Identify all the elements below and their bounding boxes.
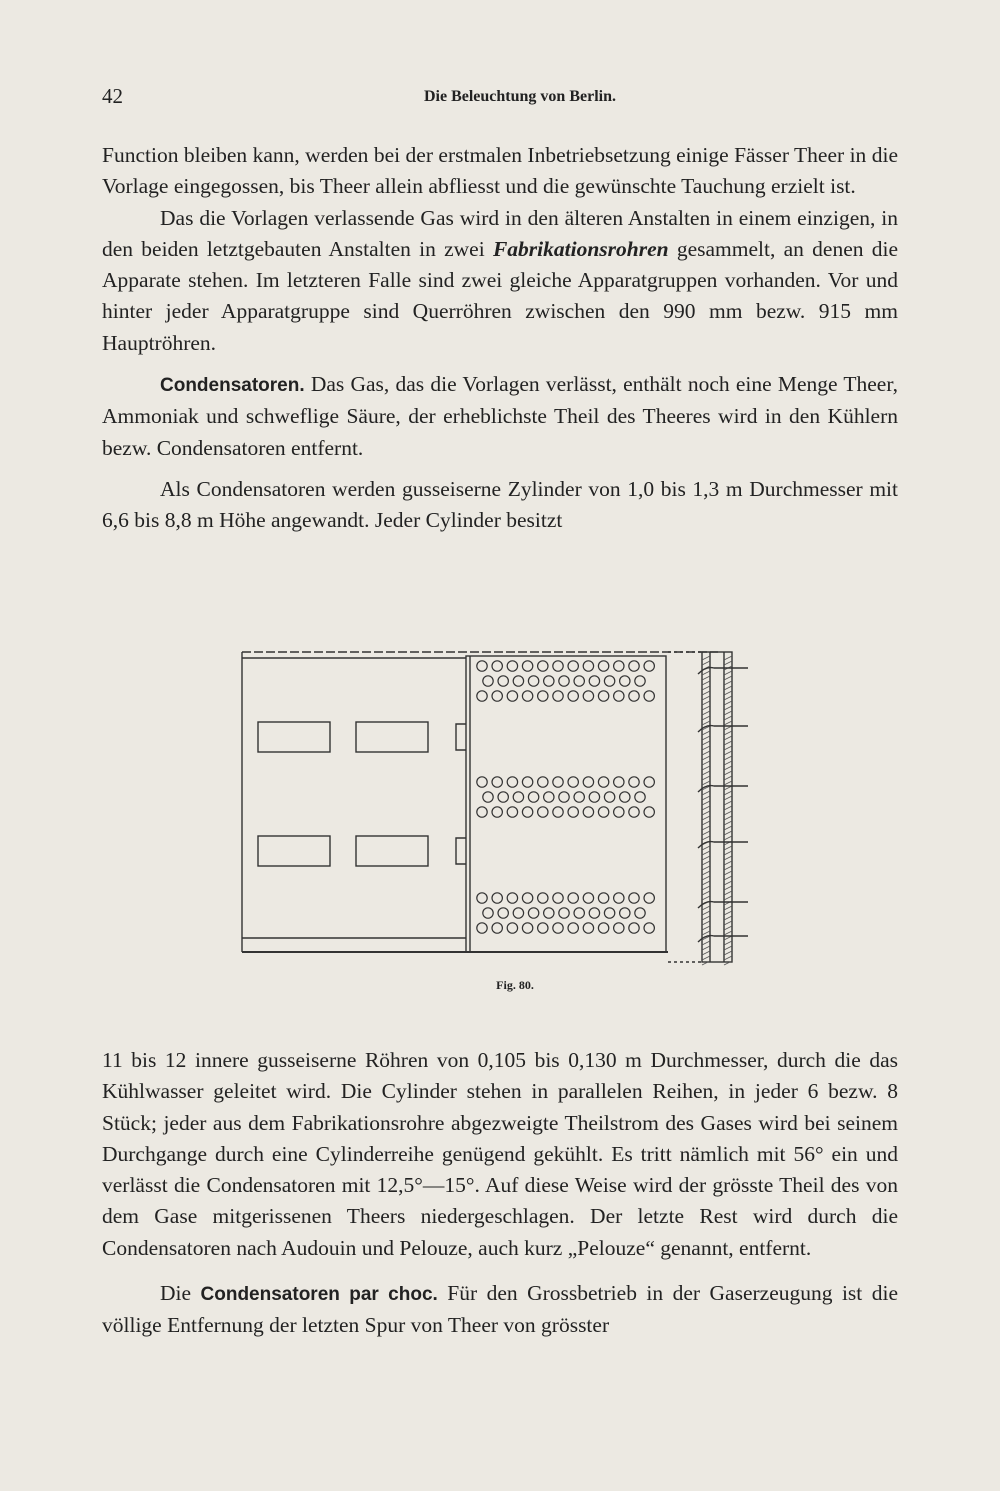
- hatch-line: [724, 926, 732, 930]
- hatch-line: [702, 761, 710, 765]
- hatch-line: [702, 921, 710, 925]
- paragraph-continuation: Function bleiben kann, werden bei der erstmalen Inbetriebsetzung einige Fässer Theer in die Vorlage eingegossen, bis Theer allein abfliesst und die gewünschte Tauchung erzielt ist.: [102, 143, 898, 199]
- cylinder-circle: [538, 691, 548, 701]
- cylinder-circle: [598, 661, 608, 671]
- cylinder-circle: [614, 661, 624, 671]
- hatch-line: [702, 796, 710, 800]
- connector-bracket: [456, 838, 466, 864]
- cylinder-circle: [498, 908, 508, 918]
- hatch-line: [702, 891, 710, 895]
- hatch-line: [702, 906, 710, 910]
- paragraph-text: Das die Vorlagen verlassende Gas wird in den älteren Anstalten in einem einzigen, in den beiden letztgebauten Anstalten in zwei: [102, 205, 898, 261]
- cylinder-circle: [589, 676, 599, 686]
- cylinder-circle: [644, 777, 654, 787]
- paragraph-text: Das Gas, das die Vorlagen verlässt, enthält noch eine Menge Theer, Ammoniak und schweflige Säure, der erheblichste Theil des Theeres wird in den Kühlern bezw. Condensatoren entfernt.: [102, 372, 898, 460]
- hatch-line: [702, 716, 710, 720]
- hatch-line: [702, 871, 710, 875]
- hatch-line: [702, 721, 710, 725]
- hatch-line: [702, 881, 710, 885]
- hatch-line: [724, 731, 732, 735]
- cylinder-circle: [477, 807, 487, 817]
- hatch-line: [724, 916, 732, 920]
- hatch-line: [702, 751, 710, 755]
- hatch-line: [702, 686, 710, 690]
- cylinder-circle: [574, 792, 584, 802]
- hatch-line: [724, 866, 732, 870]
- hatch-line: [702, 861, 710, 865]
- hatch-line: [702, 816, 710, 820]
- hatch-line: [702, 911, 710, 915]
- cylinder-circle: [598, 691, 608, 701]
- paragraph-text: Für den Grossbetrieb in der Gaserzeugung ist die völlige Entfernung der letzten Spur von Theer von grösster: [102, 1281, 898, 1338]
- cylinder-circle: [604, 908, 614, 918]
- hatch-line: [702, 746, 710, 750]
- paragraph-text: gesammelt, an denen die Apparate stehen. Im letzteren Falle sind zwei gleiche Apparatgruppen vorhanden. Vor und hinter jeder Apparatgruppe sind Querröhren zwischen den 990 mm bezw. 915 mm Hauptröhren.: [102, 236, 898, 355]
- cylinder-circle: [583, 691, 593, 701]
- hatch-line: [702, 831, 710, 835]
- cylinder-circle: [498, 676, 508, 686]
- hatch-line: [702, 951, 710, 955]
- hatch-line: [702, 856, 710, 860]
- body-text-top: [102, 140, 898, 537]
- cylinder-circle: [492, 691, 502, 701]
- cylinder-circle: [574, 908, 584, 918]
- figure-caption: Fig. 80.: [496, 978, 534, 992]
- hatch-line: [702, 771, 710, 775]
- cylinder-circle: [568, 777, 578, 787]
- hatch-line: [702, 681, 710, 685]
- hatch-line: [724, 851, 732, 855]
- running-title: Die Beleuchtung von Berlin.: [423, 88, 616, 105]
- hatch-line: [702, 886, 710, 890]
- hatch-line: [724, 801, 732, 805]
- cylinder-circle: [492, 807, 502, 817]
- branch-pipe: [698, 902, 748, 908]
- hatch-line: [702, 671, 710, 675]
- hatch-line: [724, 696, 732, 700]
- cylinder-circle: [583, 807, 593, 817]
- cylinder-circle: [568, 661, 578, 671]
- cylinder-circle: [522, 893, 532, 903]
- hatch-line: [702, 706, 710, 710]
- cylinder-circle: [492, 661, 502, 671]
- pipe-hatching: [702, 656, 732, 965]
- section-heading: Condensatoren par choc.: [200, 1284, 438, 1306]
- pipe-branches: [698, 668, 748, 942]
- hatch-line: [702, 676, 710, 680]
- cylinder-circle: [513, 676, 523, 686]
- cylinder-circle: [538, 807, 548, 817]
- hatch-line: [702, 836, 710, 840]
- cylinder-circle: [629, 923, 639, 933]
- hatch-line: [702, 661, 710, 665]
- cylinder-circle: [559, 792, 569, 802]
- cylinder-circle: [513, 792, 523, 802]
- hatch-line: [702, 781, 710, 785]
- hatch-line: [724, 741, 732, 745]
- hatch-line: [724, 821, 732, 825]
- hatch-line: [702, 756, 710, 760]
- hatch-line: [702, 896, 710, 900]
- paragraph-cooling-pipes: 11 bis 12 innere gusseiserne Röhren von 0,105 bis 0,130 m Durchmesser, durch die das Kühlwasser geleitet wird. Die Cylinder stehen in parallelen Reihen, in jeder 6 bezw. 8 Stück; jeder aus dem Fabrikationsrohre abgezweigte Theilstrom des Gases wird bei seinem Durchgange durch eine Cylinderreihe genügend gekühlt. Es tritt nämlich mit 56° ein und verlässt die Condensatoren mit 12,5°—15°. Auf diese Weise wird der grösste Theil des von dem Gase mitgerissenen Theers niedergeschlagen. Der letzte Rest wird durch die Condensatoren nach Audouin und Pelouze, auch kurz „Pelouze“ genannt, entfernt.: [102, 1048, 898, 1260]
- hatch-line: [724, 751, 732, 755]
- cylinder-circle: [598, 807, 608, 817]
- cylinder-circle: [583, 661, 593, 671]
- cylinder-circle: [507, 923, 517, 933]
- cylinder-circle: [483, 792, 493, 802]
- cylinder-circle: [507, 893, 517, 903]
- hatch-line: [724, 956, 732, 960]
- cylinder-circle: [544, 676, 554, 686]
- hatch-line: [702, 696, 710, 700]
- hatch-line: [724, 706, 732, 710]
- hatch-line: [702, 916, 710, 920]
- cylinder-circle: [614, 777, 624, 787]
- cylinder-circle: [538, 661, 548, 671]
- hatch-line: [702, 766, 710, 770]
- hatch-line: [724, 761, 732, 765]
- hatch-line: [702, 656, 710, 660]
- cylinder-circle: [614, 807, 624, 817]
- hatch-line: [702, 731, 710, 735]
- hatch-line: [702, 701, 710, 705]
- condenser-plan-figure: [238, 646, 758, 968]
- cylinder-rows: [477, 661, 655, 933]
- hatch-line: [724, 856, 732, 860]
- hatch-line: [724, 896, 732, 900]
- cylinder-circle: [589, 792, 599, 802]
- hatch-line: [702, 776, 710, 780]
- cylinder-circle: [507, 661, 517, 671]
- cylinder-circle: [644, 893, 654, 903]
- hatch-line: [724, 811, 732, 815]
- hatch-line: [702, 806, 710, 810]
- cylinder-circle: [477, 661, 487, 671]
- hatch-line: [724, 806, 732, 810]
- hatch-line: [702, 941, 710, 945]
- cylinder-circle: [483, 908, 493, 918]
- cylinder-circle: [477, 691, 487, 701]
- hatch-line: [702, 691, 710, 695]
- hatch-line: [724, 941, 732, 945]
- cylinder-circle: [522, 661, 532, 671]
- paragraph-text: Die: [160, 1281, 201, 1306]
- cylinder-circle: [635, 792, 645, 802]
- cylinder-circle: [568, 691, 578, 701]
- cylinder-circle: [598, 777, 608, 787]
- hatch-line: [702, 801, 710, 805]
- hatch-line: [724, 826, 732, 830]
- hatch-line: [724, 776, 732, 780]
- hatch-line: [702, 811, 710, 815]
- hatch-line: [724, 861, 732, 865]
- cylinder-circle: [544, 908, 554, 918]
- cylinder-circle: [620, 908, 630, 918]
- cylinder-circle: [553, 923, 563, 933]
- cylinder-circle: [553, 893, 563, 903]
- cylinder-circle: [538, 893, 548, 903]
- cylinder-circle: [614, 923, 624, 933]
- cylinder-circle: [507, 807, 517, 817]
- hatch-line: [702, 846, 710, 850]
- cylinder-circle: [629, 691, 639, 701]
- hatch-line: [724, 816, 732, 820]
- branch-pipe: [698, 842, 748, 848]
- cylinder-circle: [620, 676, 630, 686]
- cylinder-circle: [614, 893, 624, 903]
- hatch-line: [724, 846, 732, 850]
- cylinder-circle: [477, 893, 487, 903]
- cylinder-circle: [544, 792, 554, 802]
- cylinder-circle: [620, 792, 630, 802]
- cylinder-circle: [513, 908, 523, 918]
- hatch-line: [702, 876, 710, 880]
- cylinder-circle: [522, 923, 532, 933]
- hatch-line: [702, 931, 710, 935]
- hatch-line: [724, 831, 732, 835]
- hatch-line: [724, 771, 732, 775]
- hatch-line: [724, 711, 732, 715]
- paragraph-gas-collection: [102, 203, 898, 359]
- cylinder-circle: [507, 777, 517, 787]
- cylinder-circle: [604, 676, 614, 686]
- hatch-line: [724, 951, 732, 955]
- cylinder-circle: [644, 691, 654, 701]
- branch-pipe: [698, 726, 748, 732]
- page-header: [100, 84, 900, 114]
- branch-pipe: [698, 786, 748, 792]
- cylinder-circle: [589, 908, 599, 918]
- hatch-line: [724, 736, 732, 740]
- hatch-line: [724, 681, 732, 685]
- cylinder-circle: [559, 676, 569, 686]
- hatch-line: [702, 821, 710, 825]
- cylinder-circle: [528, 908, 538, 918]
- paragraph-condensers: [102, 369, 898, 464]
- hatch-line: [702, 851, 710, 855]
- hatch-line: [724, 891, 732, 895]
- cylinder-circle: [538, 777, 548, 787]
- cylinder-circle: [553, 691, 563, 701]
- cylinder-circle: [574, 676, 584, 686]
- hatch-line: [724, 871, 732, 875]
- hatch-line: [702, 741, 710, 745]
- hatch-line: [724, 881, 732, 885]
- cylinder-circle: [614, 691, 624, 701]
- section-heading: Condensatoren.: [160, 375, 305, 397]
- emphasis-term: Fabrikationsrohren: [492, 236, 669, 261]
- cylinder-circle: [553, 661, 563, 671]
- apparatus-box: [356, 836, 428, 866]
- hatch-line: [724, 886, 732, 890]
- cylinder-circle: [492, 923, 502, 933]
- hatch-line: [702, 866, 710, 870]
- cylinder-circle: [568, 893, 578, 903]
- hatch-line: [724, 661, 732, 665]
- cylinder-circle: [635, 676, 645, 686]
- branch-pipe: [698, 936, 748, 942]
- hatch-line: [724, 931, 732, 935]
- cylinder-circle: [477, 777, 487, 787]
- cylinder-circle: [629, 807, 639, 817]
- body-text-bottom: [102, 1045, 898, 1342]
- hatch-line: [724, 836, 732, 840]
- cylinder-circle: [568, 923, 578, 933]
- hatch-line: [724, 671, 732, 675]
- cylinder-circle: [492, 777, 502, 787]
- hatch-line: [702, 736, 710, 740]
- hatch-line: [724, 676, 732, 680]
- cylinder-circle: [507, 691, 517, 701]
- cylinder-circle: [528, 792, 538, 802]
- cylinder-circle: [528, 676, 538, 686]
- hatch-line: [724, 906, 732, 910]
- paragraph-cylinders: Als Condensatoren werden gusseiserne Zylinder von 1,0 bis 1,3 m Durchmesser mit 6,6 bis 8,8 m Höhe angewandt. Jeder Cylinder besitzt: [102, 476, 898, 533]
- hatch-line: [724, 766, 732, 770]
- cylinder-circle: [492, 893, 502, 903]
- hatch-line: [702, 926, 710, 930]
- hatch-line: [702, 791, 710, 795]
- apparatus-box: [258, 722, 330, 752]
- cylinder-circle: [583, 923, 593, 933]
- hatch-line: [724, 691, 732, 695]
- cylinder-circle: [598, 893, 608, 903]
- cylinder-circle: [483, 676, 493, 686]
- hatch-line: [702, 711, 710, 715]
- paragraph-par-choc: [102, 1278, 898, 1342]
- hatch-line: [724, 946, 732, 950]
- hatch-line: [724, 876, 732, 880]
- hatch-line: [724, 746, 732, 750]
- hatch-line: [724, 756, 732, 760]
- hatch-line: [724, 796, 732, 800]
- connector-bracket: [456, 724, 466, 750]
- cylinder-circle: [522, 691, 532, 701]
- hatch-line: [724, 781, 732, 785]
- hatch-line: [702, 946, 710, 950]
- cylinder-circle: [553, 777, 563, 787]
- cylinder-circle: [522, 777, 532, 787]
- apparatus-box: [258, 836, 330, 866]
- hatch-line: [724, 791, 732, 795]
- hatch-line: [724, 656, 732, 660]
- cylinder-circle: [629, 893, 639, 903]
- hatch-line: [702, 956, 710, 960]
- hatch-line: [724, 716, 732, 720]
- hatch-line: [724, 921, 732, 925]
- cylinder-circle: [644, 661, 654, 671]
- page-number: 42: [102, 84, 123, 108]
- apparatus-box: [356, 722, 428, 752]
- cylinder-circle: [604, 792, 614, 802]
- hatch-line: [702, 826, 710, 830]
- cylinder-circle: [498, 792, 508, 802]
- cylinder-circle: [644, 807, 654, 817]
- cylinder-circle: [522, 807, 532, 817]
- cylinder-circle: [538, 923, 548, 933]
- hatch-line: [724, 701, 732, 705]
- cylinder-circle: [644, 923, 654, 933]
- cylinder-circle: [583, 777, 593, 787]
- cylinder-circle: [629, 777, 639, 787]
- hatch-line: [724, 721, 732, 725]
- cylinder-circle: [629, 661, 639, 671]
- cylinder-circle: [553, 807, 563, 817]
- hatch-line: [724, 686, 732, 690]
- cylinder-circle: [635, 908, 645, 918]
- cylinder-circle: [583, 893, 593, 903]
- cylinder-circle: [477, 923, 487, 933]
- hatch-line: [724, 911, 732, 915]
- cylinder-circle: [568, 807, 578, 817]
- cylinder-circle: [559, 908, 569, 918]
- cylinder-circle: [598, 923, 608, 933]
